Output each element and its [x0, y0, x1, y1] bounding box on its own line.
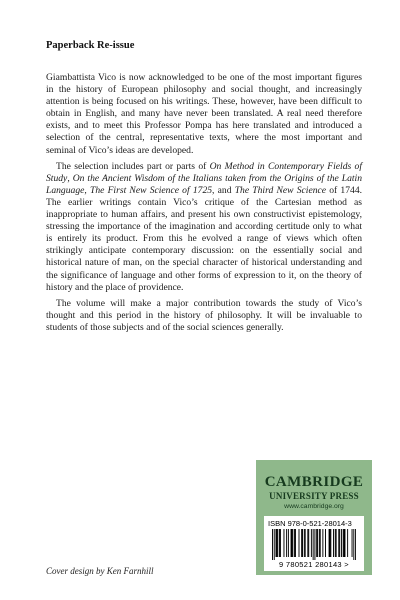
barcode-bar [330, 529, 331, 557]
barcode-bar [274, 529, 275, 560]
barcode-bar [343, 529, 344, 557]
barcode-bar [314, 529, 315, 560]
barcode-bar [305, 529, 306, 557]
barcode-bar [292, 529, 293, 557]
barcode-bar [280, 529, 281, 557]
barcode-bar [291, 529, 292, 557]
barcode-bar [345, 529, 346, 557]
barcode-bar [352, 529, 353, 557]
barcode-bar [311, 529, 312, 557]
barcode-bar [317, 529, 318, 557]
barcode-bar [335, 529, 336, 557]
text-run: , [67, 172, 73, 184]
isbn-label: ISBN 978-0-521-28014-3 [268, 519, 352, 528]
blurb-paragraph-1: Giambattista Vico is now acknowledged to be one of the most important figures in the history of European philosophy and social thought, and increasingly attention is being focused on his writings. These, however, have been difficult to obtain in English, and many have never been translated. A real need therefore exists, and to meet this Professor Pompa has here translated and introduced a selection of the central, representative texts, where the most important and seminal of Vico’s ideas are developed. [46, 72, 362, 156]
barcode-bar [307, 529, 308, 557]
barcode-bar [347, 529, 348, 557]
barcode-bar [288, 529, 289, 557]
barcode-bar [295, 529, 296, 557]
barcode-bar [344, 529, 345, 557]
barcode-digits: 9 780521 280143 > [279, 560, 349, 569]
barcode-bar [329, 529, 330, 557]
barcode-bar [329, 529, 330, 557]
barcode-bar [276, 529, 277, 557]
publisher-name: CAMBRIDGE [264, 474, 364, 490]
barcode-bar [272, 529, 273, 560]
blurb-paragraph-2 [46, 161, 362, 294]
barcode-bar [299, 529, 300, 557]
barcode-bar [276, 529, 277, 557]
text-run: , and [212, 184, 235, 196]
barcode-bar [313, 529, 314, 560]
work-title-ancient-wisdom: On the Ancient Wisdom of the Italians taken from the Origins of the Latin Language [46, 172, 362, 196]
barcode-icon [272, 529, 356, 560]
barcode-bar [355, 529, 356, 560]
barcode-bar [338, 529, 339, 557]
barcode-bar [283, 529, 284, 557]
barcode-bar [336, 529, 337, 557]
barcode-bar [277, 529, 278, 557]
barcode-bar [316, 529, 317, 557]
barcode-bar [333, 529, 334, 557]
barcode-bar [322, 529, 323, 557]
blurb-text [46, 72, 362, 338]
work-title-third-new-science: The Third New Science [234, 184, 327, 196]
barcode-bar [353, 529, 354, 560]
barcode-bar [286, 529, 287, 557]
blurb-paragraph-3: The volume will make a major contribution towards the study of Vico’s thought and this period in the history of philosophy. It will be invaluable to students of those subjects and of the social sciences generally. [46, 297, 362, 333]
barcode-bar [325, 529, 326, 557]
cover-design-credit: Cover design by Ken Farnhill [46, 566, 154, 576]
text-run: The selection includes part or parts of [56, 160, 210, 172]
barcode-bar [279, 529, 280, 557]
work-title-on-method: On Method in Contemporary Fields of Study [46, 160, 363, 184]
publisher-subtitle: UNIVERSITY PRESS [269, 491, 359, 501]
barcode-bar [291, 529, 292, 557]
barcode-bar [302, 529, 303, 557]
barcode-bar [308, 529, 309, 557]
text-run: , [84, 184, 90, 196]
barcode-bar [301, 529, 302, 557]
barcode-bar [304, 529, 305, 557]
barcode-bar [341, 529, 342, 557]
work-title-first-new-science: The First New Science of 1725 [89, 184, 213, 196]
barcode-bar [294, 529, 295, 557]
text-run: of 1744. The earlier writings contain Vico’s critique of the Cartesian method as inappropriate to human affairs, and present his own constructivist epistemology, stressing the importance of the imagination and according certitude only to what is entirely its product. From this he evolved a range of views which often strikingly anticipate contemporary discussion: on the essentially social and historical nature of man, on the special character of historical understanding and the significance of language and other forms of expression to it, on the theory of history and the place of providence. [46, 184, 363, 293]
publisher-block [256, 460, 372, 575]
section-heading: Paperback Re-issue [46, 40, 135, 51]
publisher-url: www.cambridge.org [284, 503, 344, 510]
barcode-bar [319, 529, 320, 557]
barcode-box [264, 516, 364, 571]
barcode-bar [339, 529, 340, 557]
barcode-bar [320, 529, 321, 557]
